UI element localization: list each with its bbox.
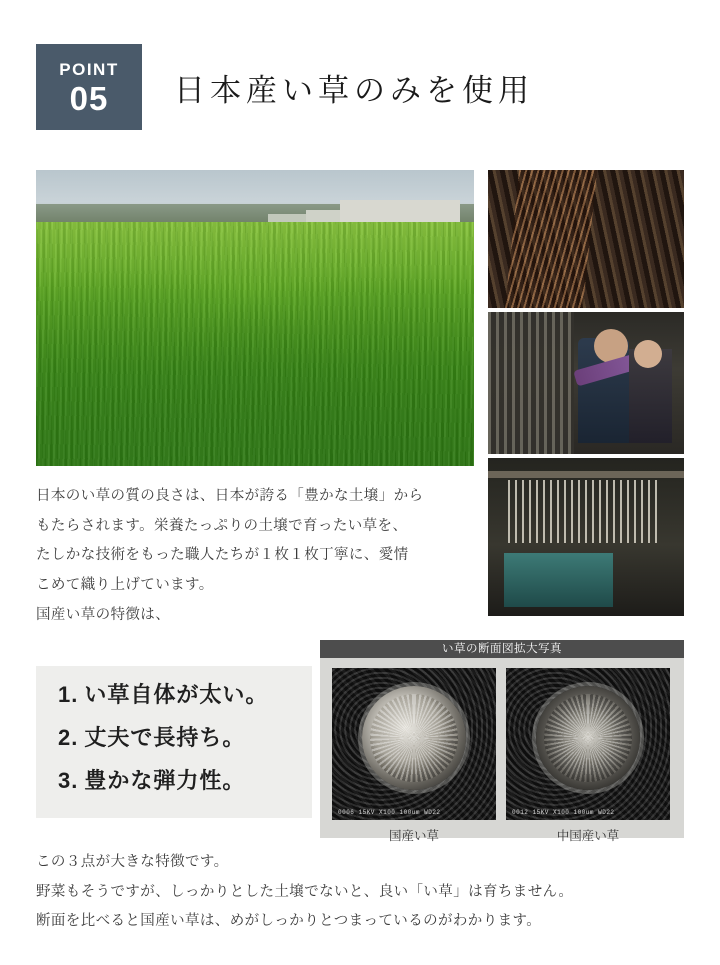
caption-chinese: 中国産い草 xyxy=(556,829,620,843)
feature-number-3: 3. xyxy=(58,768,79,793)
closing-line-3: 断面を比べると国産い草は、めがしっかりとつまっているのがわかります。 xyxy=(36,913,542,930)
feature-list xyxy=(36,666,312,818)
cross-section-title: い草の断面図拡大写真 xyxy=(320,640,684,658)
igusa-grass-region xyxy=(36,222,474,466)
intro-line-5: 国産い草の特徴は、 xyxy=(36,606,171,623)
igusa-field-photo xyxy=(36,170,474,466)
point-word: POINT xyxy=(59,59,119,79)
micrograph-chinese xyxy=(506,668,670,820)
cross-section-captions xyxy=(320,820,684,844)
closing-paragraph xyxy=(36,848,686,937)
machine-beam xyxy=(488,471,684,478)
intro-line-3: たしかな技術をもった職人たちが１枚１枚丁寧に、愛情 xyxy=(36,547,409,564)
threads-texture xyxy=(488,170,684,308)
feature-label-1: い草自体が太い。 xyxy=(84,682,269,707)
caption-domestic: 国産い草 xyxy=(388,829,439,843)
micrograph-scale-chinese: 0012 15KV X100 100um WD22 xyxy=(512,809,615,816)
micrograph-scale-domestic: 0006 15KV X100 100um WD22 xyxy=(338,809,441,816)
point-header xyxy=(36,44,534,130)
weaving-threads-photo xyxy=(488,170,684,308)
intro-line-1: 日本のい草の質の良さは、日本が誇る「豊かな土壌」から xyxy=(36,488,424,504)
craftspeople-at-loom-photo xyxy=(488,312,684,454)
machine-body xyxy=(504,553,614,607)
feature-number-2: 2. xyxy=(58,725,79,750)
machine-scene xyxy=(488,458,684,616)
loom-scene xyxy=(488,312,684,454)
feature-item-2 xyxy=(58,727,312,749)
feature-number-1: 1. xyxy=(58,682,79,707)
closing-line-2: 野菜もそうですが、しっかりとした土壌でないと、良い「い草」は育ちません。 xyxy=(36,883,574,900)
igusa-cross-section-chinese xyxy=(536,686,640,790)
thread-rack xyxy=(508,480,657,543)
intro-line-2: もたらされます。栄養たっぷりの土壌で育ったい草を、 xyxy=(36,517,408,534)
point-badge xyxy=(36,44,142,130)
cross-section-panel xyxy=(320,640,684,843)
weaving-machine-photo xyxy=(488,458,684,616)
feature-label-3: 豊かな弾力性。 xyxy=(84,768,246,793)
feature-item-3 xyxy=(58,770,312,792)
feature-item-1 xyxy=(58,684,312,706)
igusa-cross-section-domestic xyxy=(362,686,466,790)
intro-line-4: こめて織り上げています。 xyxy=(36,577,214,594)
loom-machine xyxy=(488,312,574,454)
point-number: 05 xyxy=(69,79,109,117)
micrograph-domestic xyxy=(332,668,496,820)
intro-paragraph xyxy=(36,482,480,631)
closing-line-1: この３点が大きな特徴です。 xyxy=(36,854,229,870)
feature-label-2: 丈夫で長持ち。 xyxy=(84,725,246,750)
cross-section-images xyxy=(320,658,684,820)
page-title: 日本産い草のみを使用 xyxy=(174,72,534,108)
